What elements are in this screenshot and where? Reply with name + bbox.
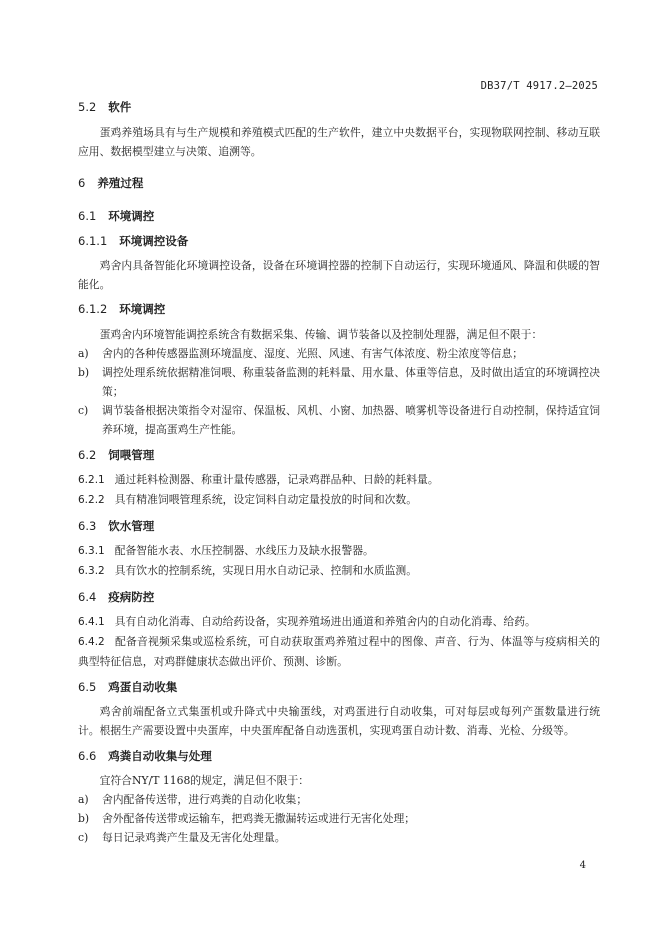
section-6-4-heading: [78, 588, 600, 606]
list-item: [78, 401, 600, 439]
section-6-1-2-heading: [78, 300, 600, 318]
list-text: 舍内配备传送带，进行鸡粪的自动化收集；: [102, 793, 308, 806]
clause-text: 配备音视频采集或巡检系统，可自动获取蛋鸡养殖过程中的图像、声音、行为、体温等与疫病相关的典型特征信息，对鸡群健康状态做出评价、预测、诊断。: [78, 635, 600, 668]
section-title: 环境调控: [119, 302, 166, 316]
list-item: [78, 363, 600, 401]
section-title: 饮水管理: [108, 519, 155, 533]
section-6-3-heading: [78, 517, 600, 535]
section-6-heading: [78, 174, 600, 192]
list-item: [78, 828, 600, 847]
list-item: [78, 344, 600, 363]
section-title: 环境调控: [108, 209, 155, 223]
list-label: b): [78, 812, 90, 825]
clause-number: 6.2.2: [78, 494, 105, 506]
section-number: 6.1.1: [78, 234, 108, 248]
list-text: 舍外配备传送带或运输车，把鸡粪无撒漏转运或进行无害化处理；: [102, 812, 416, 825]
section-6-1-2-text: 蛋鸡舍内环境智能调控系统含有数据采集、传输、调节装备以及控制处理器，满足但不限于：: [99, 328, 543, 341]
section-6-1-1-text: 鸡舍内具备智能化环境调控设备，设备在环境调控器的控制下自动运行，实现环境通风、降温和供暖的智能化。: [78, 259, 600, 291]
list-label: a): [78, 793, 89, 806]
section-title: 环境调控设备: [119, 234, 189, 248]
section-number: 6.3: [78, 519, 97, 533]
section-number: 6.6: [78, 749, 97, 763]
page-content: [78, 98, 600, 847]
clause-number: 6.3.2: [78, 565, 105, 577]
clause-number: 6.3.1: [78, 545, 105, 557]
section-number: 6.5: [78, 680, 97, 694]
section-title: 饲喂管理: [108, 448, 155, 462]
section-6-6-text: 宜符合NY/T 1168的规定，满足但不限于：: [99, 774, 310, 787]
clause-number: 6.4.2: [78, 636, 105, 648]
section-5-2-heading: [78, 98, 600, 116]
section-title: 软件: [108, 100, 132, 114]
document-id: DB37/T 4917.2—2025: [480, 80, 598, 92]
clause-number: 6.2.1: [78, 474, 105, 486]
clause-6-4-2: [78, 632, 600, 671]
list-text: 调控处理系统依据精准饲喂、称重装备监测的耗料量、用水量、体重等信息，及时做出适宜的环境调控决策；: [102, 366, 600, 398]
list-item: [78, 790, 600, 809]
clause-6-3-1: [78, 541, 600, 561]
section-5-2-text: 蛋鸡养殖场具有与生产规模和养殖模式匹配的生产软件，建立中央数据平台，实现物联网控制、移动互联应用、数据模型建立与决策、追溯等。: [78, 126, 600, 158]
list-label: a): [78, 347, 89, 360]
section-title: 养殖过程: [97, 176, 144, 190]
clause-text: 具有精准饲喂管理系统，设定饲料自动定量投放的时间和次数。: [114, 493, 418, 506]
section-title: 疫病防控: [108, 590, 155, 604]
section-6-2-heading: [78, 446, 600, 464]
section-title: 鸡粪自动收集与处理: [108, 749, 212, 763]
section-number: 6.2: [78, 448, 97, 462]
list-text: 每日记录鸡粪产生量及无害化处理量。: [102, 831, 286, 844]
clause-6-4-1: [78, 612, 600, 632]
clause-6-2-2: [78, 490, 600, 510]
section-6-5-heading: [78, 678, 600, 696]
page-number: 4: [579, 860, 586, 871]
section-number: 6: [78, 176, 86, 190]
list-label: b): [78, 366, 90, 379]
section-6-1-heading: [78, 207, 600, 225]
section-number: 6.4: [78, 590, 97, 604]
section-title: 鸡蛋自动收集: [108, 680, 178, 694]
list-item: [78, 809, 600, 828]
clause-text: 通过耗料检测器、称重计量传感器，记录鸡群品种、日龄的耗料量。: [114, 473, 439, 486]
list-label: c): [78, 404, 89, 417]
clause-6-3-2: [78, 561, 600, 581]
list-text: 调节装备根据决策指令对湿帘、保温板、风机、小窗、加热器、喷雾机等设备进行自动控制，保持适宜饲养环境，提高蛋鸡生产性能。: [102, 404, 600, 436]
clause-text: 具有自动化消毒、自动给药设备，实现养殖场进出通道和养殖舍内的自动化消毒、给药。: [114, 615, 536, 628]
section-number: 6.1.2: [78, 302, 108, 316]
clause-text: 配备智能水表、水压控制器、水线压力及缺水报警器。: [114, 544, 374, 557]
section-6-5-text: 鸡舍前端配备立式集蛋机或升降式中央输蛋线，对鸡蛋进行自动收集，可对每层或每列产蛋数量进行统计。根据生产需要设置中央蛋库，中央蛋库配备自动选蛋机，实现鸡蛋自动计数、消毒、光检、分级等。: [78, 705, 600, 737]
list-text: 舍内的各种传感器监测环境温度、湿度、光照、风速、有害气体浓度、粉尘浓度等信息；: [102, 347, 524, 360]
list-label: c): [78, 831, 89, 844]
section-number: 6.1: [78, 209, 97, 223]
clause-number: 6.4.1: [78, 616, 105, 628]
section-number: 5.2: [78, 100, 97, 114]
clause-6-2-1: [78, 470, 600, 490]
section-6-1-1-heading: [78, 232, 600, 250]
section-6-6-heading: [78, 747, 600, 765]
clause-text: 具有饮水的控制系统，实现日用水自动记录、控制和水质监测。: [114, 564, 418, 577]
